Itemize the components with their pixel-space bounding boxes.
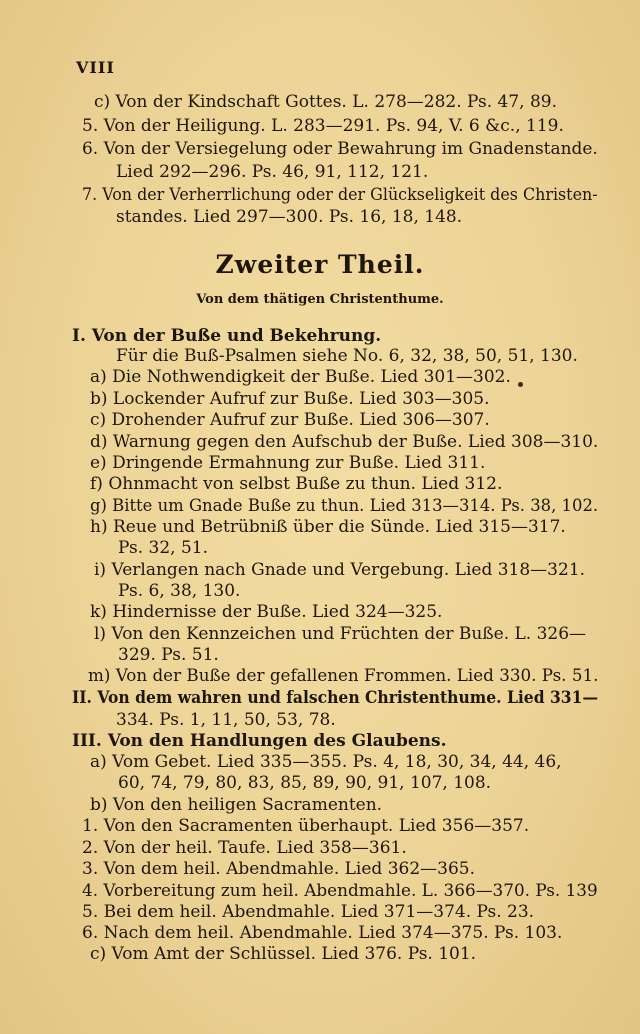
section-heading: I. Von der Buße und Bekehrung.	[72, 326, 382, 346]
toc-entry: 7. Von der Verherrlichung oder der Glückseligkeit des Christen-	[82, 185, 598, 205]
toc-entry: d) Warnung gegen den Aufschub der Buße. Lied 308—310.	[90, 432, 599, 452]
toc-entry-continuation: 60, 74, 79, 80, 83, 85, 89, 90, 91, 107, 108.	[118, 773, 492, 793]
toc-entry: 5. Bei dem heil. Abendmahle. Lied 371—374. Ps. 23.	[82, 902, 535, 922]
ink-speck	[518, 382, 523, 387]
toc-entry: k) Hindernisse der Buße. Lied 324—325.	[90, 602, 443, 622]
toc-entry: h) Reue und Betrübniß über die Sünde. Lied 315—317.	[90, 517, 566, 537]
toc-entry: c) Drohender Aufruf zur Buße. Lied 306—307.	[90, 410, 490, 430]
toc-entry: a) Die Nothwendigkeit der Buße. Lied 301—302.	[90, 367, 511, 387]
toc-entry: e) Dringende Ermahnung zur Buße. Lied 311.	[90, 453, 486, 473]
toc-entry: l) Von den Kennzeichen und Früchten der Buße. L. 326—	[94, 624, 587, 644]
toc-entry: a) Vom Gebet. Lied 335—355. Ps. 4, 18, 30, 34, 44, 46,	[90, 752, 562, 772]
toc-entry-continuation: 329. Ps. 51.	[118, 645, 219, 665]
toc-entry: g) Bitte um Gnade Buße zu thun. Lied 313—314. Ps. 38, 102.	[90, 496, 599, 516]
toc-entry: b) Von den heiligen Sacramenten.	[90, 795, 383, 815]
toc-entry-continuation: Lied 292—296. Ps. 46, 91, 112, 121.	[116, 162, 429, 182]
toc-entry: 5. Von der Heiligung. L. 283—291. Ps. 94, V. 6 &c., 119.	[82, 116, 564, 136]
toc-entry-continuation: Ps. 32, 51.	[118, 538, 208, 558]
toc-note: Für die Buß-Psalmen siehe No. 6, 32, 38, 50, 51, 130.	[116, 346, 578, 366]
section-heading: III. Von den Handlungen des Glaubens.	[72, 731, 447, 751]
part-title: Zweiter Theil.	[215, 250, 425, 279]
toc-entry: 4. Vorbereitung zum heil. Abendmahle. L. 366—370. Ps. 139	[82, 881, 598, 901]
toc-entry: 3. Von dem heil. Abendmahle. Lied 362—365.	[82, 859, 476, 879]
toc-entry: c) Von der Kindschaft Gottes. L. 278—282. Ps. 47, 89.	[94, 92, 558, 112]
toc-entry: 6. Nach dem heil. Abendmahle. Lied 374—375. Ps. 103.	[82, 923, 563, 943]
toc-entry-continuation: standes. Lied 297—300. Ps. 16, 18, 148.	[116, 207, 463, 227]
toc-entry: b) Lockender Aufruf zur Buße. Lied 303—305.	[90, 389, 490, 409]
toc-entry-continuation: 334. Ps. 1, 11, 50, 53, 78.	[116, 710, 336, 730]
page-number: VIII	[76, 58, 115, 77]
toc-entry: 6. Von der Versiegelung oder Bewahrung im Gnadenstande.	[82, 139, 598, 159]
toc-entry: 1. Von den Sacramenten überhaupt. Lied 356—357.	[82, 816, 530, 836]
toc-entry: f) Ohnmacht von selbst Buße zu thun. Lied 312.	[90, 474, 503, 494]
toc-entry: 2. Von der heil. Taufe. Lied 358—361.	[82, 838, 407, 858]
toc-entry: m) Von der Buße der gefallenen Frommen. Lied 330. Ps. 51.	[88, 666, 599, 686]
toc-entry-continuation: Ps. 6, 38, 130.	[118, 581, 241, 601]
part-subtitle: Von dem thätigen Christenthume.	[196, 292, 444, 307]
section-heading: II. Von dem wahren und falschen Christenthume. Lied 331—	[72, 688, 598, 708]
toc-entry: i) Verlangen nach Gnade und Vergebung. Lied 318—321.	[94, 560, 586, 580]
toc-entry: c) Vom Amt der Schlüssel. Lied 376. Ps. 101.	[90, 944, 477, 964]
